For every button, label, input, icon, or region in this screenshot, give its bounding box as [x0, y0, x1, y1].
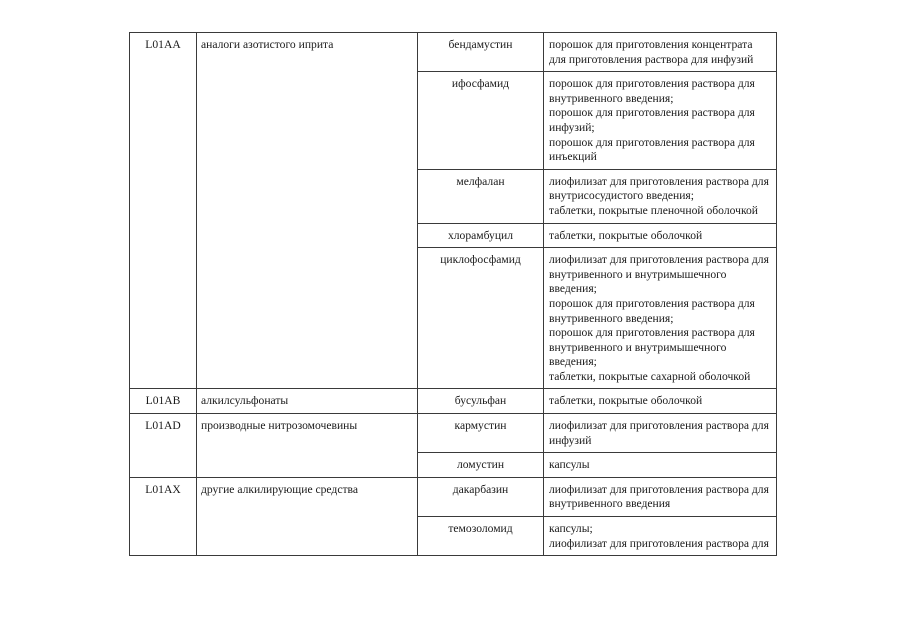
dosage-form-line: порошок для приготовления раствора для внутривенного введения; — [549, 296, 755, 325]
group-name-cell: аналоги азотистого иприта — [197, 33, 418, 389]
drug-name-cell: ломустин — [418, 453, 544, 478]
atc-code-cell: L01AD — [130, 414, 197, 478]
drug-name-cell: ифосфамид — [418, 72, 544, 170]
drug-name-cell: хлорамбуцил — [418, 223, 544, 248]
dosage-form-cell — [544, 33, 777, 72]
atc-code-cell: L01AA — [130, 33, 197, 389]
atc-code-cell: L01AX — [130, 477, 197, 555]
dosage-form-cell — [544, 414, 777, 453]
drug-table — [129, 32, 777, 556]
atc-code-cell: L01AB — [130, 389, 197, 414]
drug-name-cell: бусульфан — [418, 389, 544, 414]
dosage-form-line: таблетки, покрытые сахарной оболочкой — [549, 369, 751, 383]
dosage-form-line: таблетки, покрытые оболочкой — [549, 228, 703, 242]
dosage-form-line: лиофилизат для приготовления раствора для внутрисосудистого введения; — [549, 174, 769, 203]
drug-name-cell: бендамустин — [418, 33, 544, 72]
dosage-form-cell — [544, 477, 777, 516]
table-row — [130, 414, 777, 453]
table-row — [130, 389, 777, 414]
dosage-form-line: порошок для приготовления раствора для внутривенного и внутримышечного введения; — [549, 326, 755, 369]
dosage-form-line: лиофилизат для приготовления раствора для инфузий — [549, 419, 769, 447]
dosage-form-line: лиофилизат для приготовления раствора для — [549, 536, 769, 550]
table-row — [130, 477, 777, 516]
drug-name-cell: кармустин — [418, 414, 544, 453]
dosage-form-cell — [544, 248, 777, 389]
dosage-form-line: капсулы; — [549, 522, 593, 536]
dosage-form-line: лиофилизат для приготовления раствора для внутривенного введения — [549, 482, 769, 511]
dosage-form-line: таблетки, покрытые пленочной оболочкой — [549, 203, 758, 217]
drug-name-cell: дакарбазин — [418, 477, 544, 516]
dosage-form-cell — [544, 453, 777, 478]
drug-name-cell: темозоломид — [418, 517, 544, 556]
dosage-form-cell — [544, 223, 777, 248]
dosage-form-line: порошок для приготовления концентрата для приготовления раствора для инфузий — [549, 38, 754, 66]
dosage-form-line: порошок для приготовления раствора для инфузий; — [549, 106, 755, 134]
group-name-cell: алкилсульфонаты — [197, 389, 418, 414]
dosage-form-cell — [544, 169, 777, 223]
drug-name-cell: мелфалан — [418, 169, 544, 223]
group-name-cell: производные нитрозомочевины — [197, 414, 418, 478]
dosage-form-cell — [544, 72, 777, 170]
dosage-form-line: порошок для приготовления раствора для внутривенного введения; — [549, 77, 755, 105]
dosage-form-line: таблетки, покрытые оболочкой — [549, 394, 703, 408]
drug-table-body — [130, 33, 777, 556]
dosage-form-cell — [544, 389, 777, 414]
group-name-cell: другие алкилирующие средства — [197, 477, 418, 555]
dosage-form-line: капсулы — [549, 458, 590, 472]
drug-name-cell: циклофосфамид — [418, 248, 544, 389]
dosage-form-line: порошок для приготовления раствора для инъекций — [549, 135, 755, 164]
dosage-form-cell — [544, 517, 777, 556]
table-row — [130, 33, 777, 72]
dosage-form-line: лиофилизат для приготовления раствора для внутривенного и внутримышечного введения; — [549, 253, 769, 296]
